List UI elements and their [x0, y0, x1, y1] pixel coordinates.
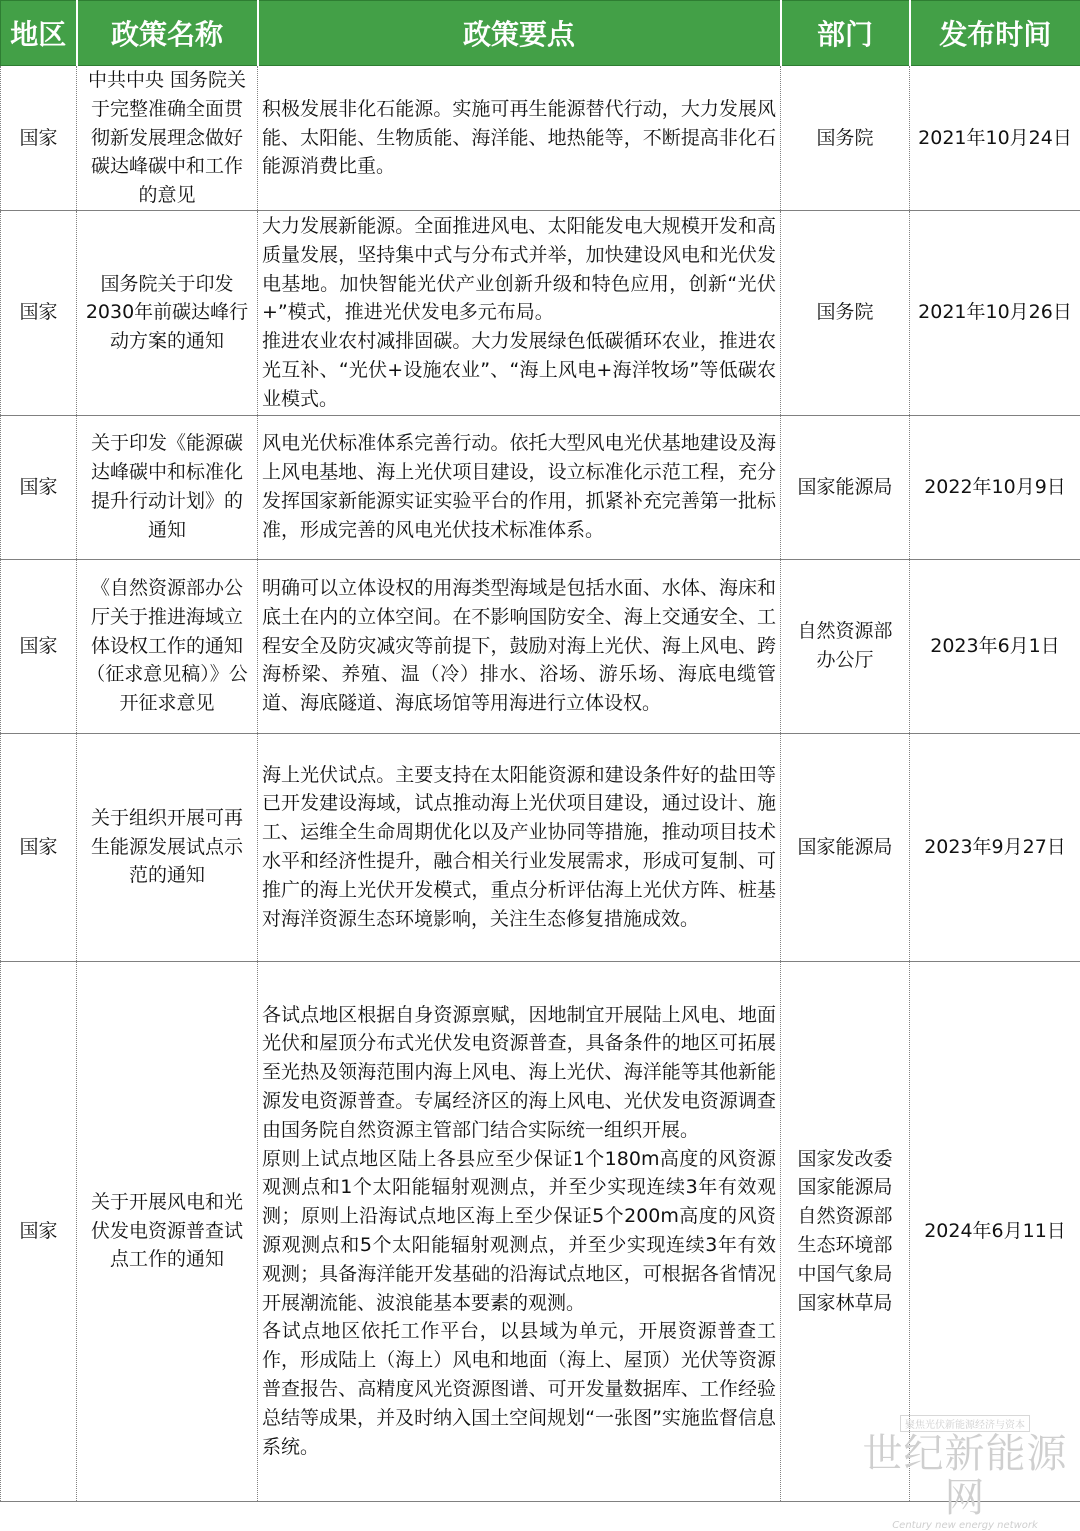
department-name: 国家林草局 — [784, 1289, 906, 1318]
table-row — [1, 210, 1080, 415]
department-cell — [781, 415, 910, 559]
department-name: 国家能源局 — [784, 473, 906, 502]
department-name: 国家能源局 — [784, 1173, 906, 1202]
policy-point: 积极发展非化石能源。实施可再生能源替代行动，大力发展风能、太阳能、生物质能、海洋能、地热能等，不断提高非化石能源消费比重。 — [262, 95, 776, 181]
publish-date-cell: 2021年10月26日 — [910, 210, 1080, 415]
watermark-tagline: 聚焦光伏新能源经济与资本 — [900, 1415, 1030, 1432]
publish-date-cell: 2024年6月11日 — [910, 961, 1080, 1501]
region-cell: 国家 — [1, 559, 77, 733]
header-department: 部门 — [781, 1, 910, 66]
publish-date-cell: 2022年10月9日 — [910, 415, 1080, 559]
region-cell: 国家 — [1, 66, 77, 211]
policy-point: 各试点地区依托工作平台，以县域为单元，开展资源普查工作，形成陆上（海上）风电和地面（海上、屋顶）光伏等资源普查报告、高精度风光资源图谱、可开发量数据库、工作经验总结等成果，并及时纳入国土空间规划“一张图”实施监督信息系统。 — [262, 1317, 776, 1461]
department-cell — [781, 733, 910, 961]
table-header-row — [1, 1, 1080, 66]
region-cell: 国家 — [1, 733, 77, 961]
watermark-subtitle: Century new energy network — [860, 1520, 1070, 1531]
table-row — [1, 961, 1080, 1501]
header-publish-date: 发布时间 — [910, 1, 1080, 66]
policy-name-cell: 《自然资源部办公厅关于推进海域立体设权工作的通知（征求意见稿）》公开征求意见 — [77, 559, 258, 733]
region-cell: 国家 — [1, 961, 77, 1501]
policy-points-cell — [258, 733, 781, 961]
policy-name-cell: 关于印发《能源碳达峰碳中和标准化提升行动计划》的通知 — [77, 415, 258, 559]
policy-points-cell — [258, 415, 781, 559]
publish-date-cell: 2021年10月24日 — [910, 66, 1080, 211]
policy-point: 原则上试点地区陆上各县应至少保证1个180m高度的风资源观测点和1个太阳能辐射观测点，并至少实现连续3年有效观测；原则上沿海试点地区海上至少保证5个200m高度的风资源观测点和5个太阳能辐射观测点，并至少实现连续3年有效观测；具备海洋能开发基础的沿海试点地区，可根据各省情况开展潮流能、波浪能基本要素的观测。 — [262, 1145, 776, 1318]
policy-name-cell: 关于开展风电和光伏发电资源普查试点工作的通知 — [77, 961, 258, 1501]
department-cell — [781, 66, 910, 211]
policy-point: 各试点地区根据自身资源禀赋，因地制宜开展陆上风电、地面光伏和屋顶分布式光伏发电资源普查，具备条件的地区可拓展至光热及领海范围内海上风电、海上光伏、海洋能等其他新能源发电资源普查。专属经济区的海上风电、光伏发电资源调查由国务院自然资源主管部门结合实际统一组织开展。 — [262, 1001, 776, 1145]
table-row — [1, 733, 1080, 961]
department-cell — [781, 961, 910, 1501]
header-policy-points: 政策要点 — [258, 1, 781, 66]
table-row — [1, 559, 1080, 733]
policy-point: 海上光伏试点。主要支持在太阳能资源和建设条件好的盐田等已开发建设海域，试点推动海上光伏项目建设，通过设计、施工、运维全生命周期优化以及产业协同等措施，推动项目技术水平和经济性提升，融合相关行业发展需求，形成可复制、可推广的海上光伏开发模式，重点分析评估海上光伏方阵、桩基对海洋资源生态环境影响，关注生态修复措施成效。 — [262, 761, 776, 934]
department-name: 国务院 — [784, 124, 906, 153]
department-name: 自然资源部 — [784, 617, 906, 646]
department-name: 国家发改委 — [784, 1145, 906, 1174]
policy-name-cell: 关于组织开展可再生能源发展试点示范的通知 — [77, 733, 258, 961]
policy-points-cell — [258, 961, 781, 1501]
publish-date-cell: 2023年6月1日 — [910, 559, 1080, 733]
policy-points-cell — [258, 210, 781, 415]
policy-point: 大力发展新能源。全面推进风电、太阳能发电大规模开发和高质量发展，坚持集中式与分布式并举，加快建设风电和光伏发电基地。加快智能光伏产业创新升级和特色应用，创新“光伏+”模式，推进光伏发电多元布局。 — [262, 212, 776, 327]
policy-point: 风电光伏标准体系完善行动。依托大型风电光伏基地建设及海上风电基地、海上光伏项目建设，设立标准化示范工程，充分发挥国家新能源实证实验平台的作用，抓紧补充完善第一批标准，形成完善的风电光伏技术标准体系。 — [262, 429, 776, 544]
department-name: 中国气象局 — [784, 1260, 906, 1289]
watermark-logo-text: 世纪新能源网 — [860, 1432, 1070, 1520]
policy-point: 明确可以立体设权的用海类型海域是包括水面、水体、海床和底土在内的立体空间。在不影响国防安全、海上交通安全、工程安全及防灾减灾等前提下，鼓励对海上光伏、海上风电、跨海桥梁、养殖、温（冷）排水、浴场、游乐场、海底电缆管道、海底隧道、海底场馆等用海进行立体设权。 — [262, 574, 776, 718]
table-row — [1, 415, 1080, 559]
department-name: 自然资源部 — [784, 1202, 906, 1231]
region-cell: 国家 — [1, 415, 77, 559]
policy-name-cell: 中共中央 国务院关于完整准确全面贯彻新发展理念做好碳达峰碳中和工作的意见 — [77, 66, 258, 211]
department-name: 国家能源局 — [784, 833, 906, 862]
department-name: 生态环境部 — [784, 1231, 906, 1260]
policy-points-cell — [258, 66, 781, 211]
policy-name-cell: 国务院关于印发2030年前碳达峰行动方案的通知 — [77, 210, 258, 415]
header-policy-name: 政策名称 — [77, 1, 258, 66]
policy-points-cell — [258, 559, 781, 733]
department-cell — [781, 559, 910, 733]
policy-point: 推进农业农村减排固碳。大力发展绿色低碳循环农业，推进农光互补、“光伏+设施农业”、“海上风电+海洋牧场”等低碳农业模式。 — [262, 327, 776, 413]
department-name: 国务院 — [784, 298, 906, 327]
region-cell: 国家 — [1, 210, 77, 415]
publish-date-cell: 2023年9月27日 — [910, 733, 1080, 961]
department-cell — [781, 210, 910, 415]
table-row — [1, 66, 1080, 211]
header-region: 地区 — [1, 1, 77, 66]
department-name: 办公厅 — [784, 646, 906, 675]
